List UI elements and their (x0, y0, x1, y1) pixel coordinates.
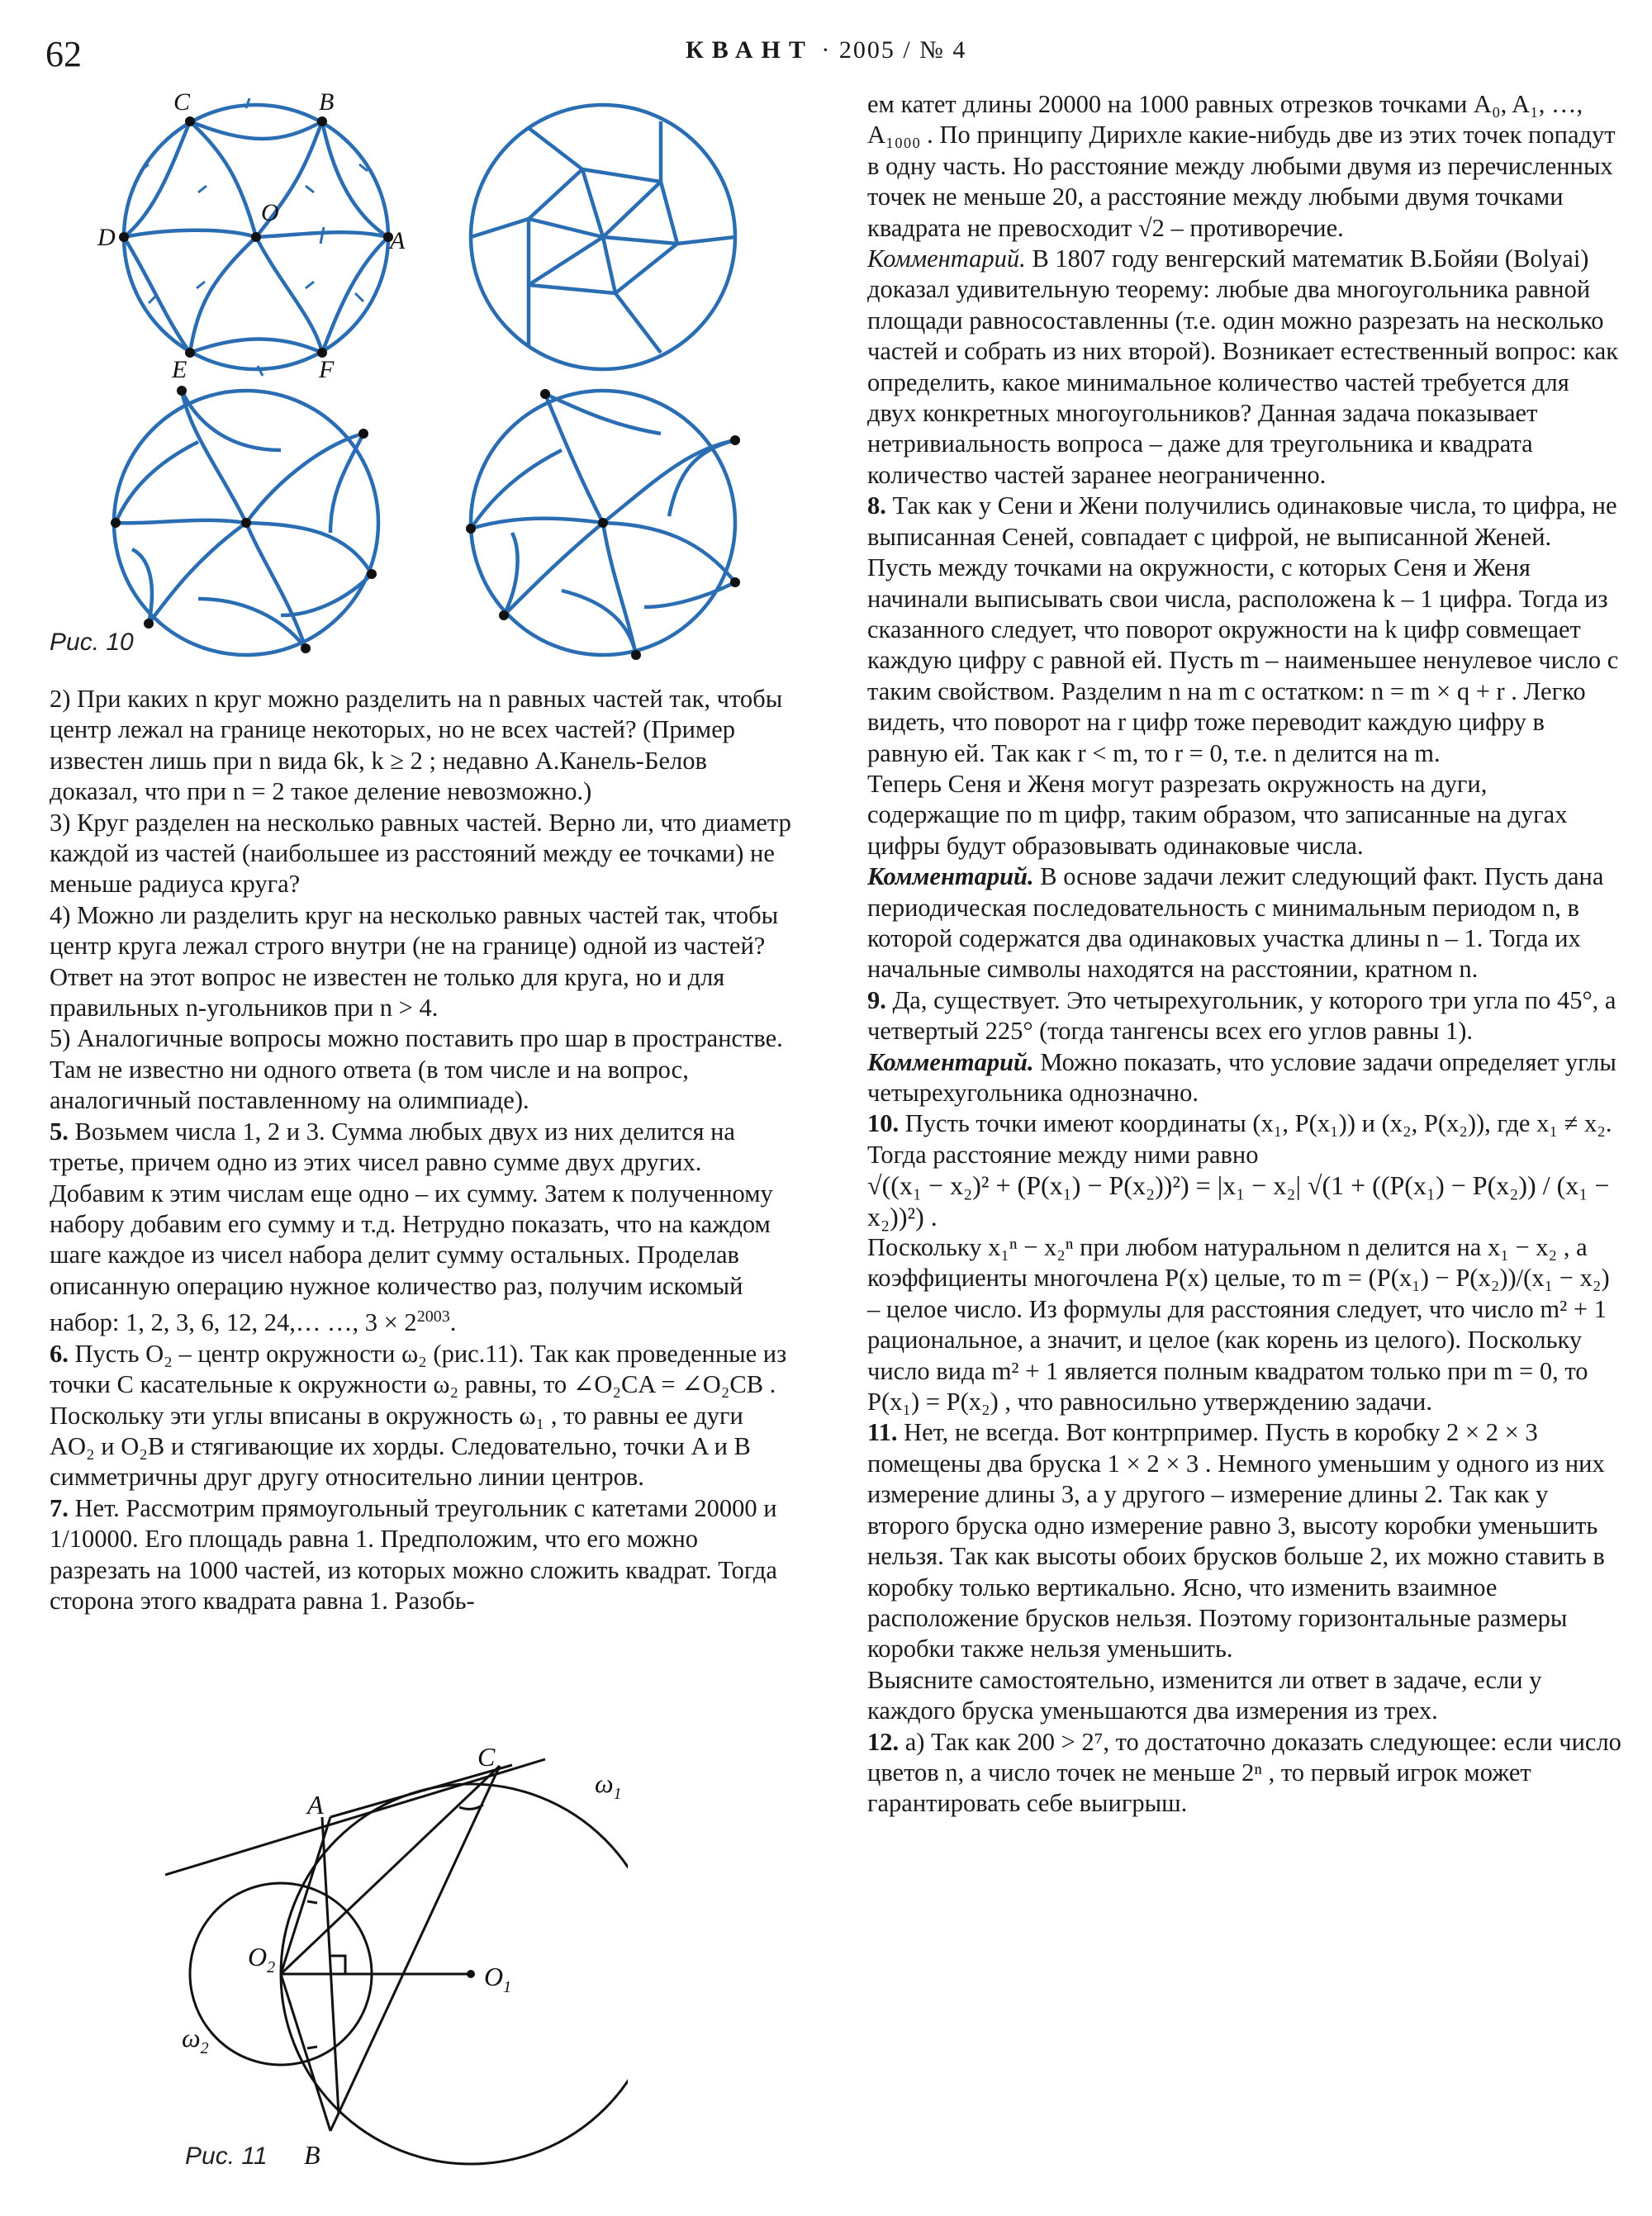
journal-title: КВАНТ (686, 36, 814, 64)
comment-8-text: В основе задачи лежит следующий факт. Пусть дана периодическая последовательность с минимальным периодом n, в которой содержатся два одинаковых участка длины n – 1. Тогда их начальные символы находятся на расстоянии, кратном n. (867, 862, 1604, 984)
solution-10 (867, 1108, 1623, 1170)
solution-11 (867, 1417, 1623, 1664)
fig11-label-omega2: $\omega_2$ (182, 2023, 209, 2057)
comment-9 (867, 1047, 1623, 1109)
solution-8-text-a: Так как у Сени и Жени получились одинаковые числа, то цифра, не выписанная Сеней, совпадает с цифрой, не выписанной Женей. (867, 491, 1617, 551)
fig11-label-O1: $O_1$ (484, 1962, 512, 1996)
label-C: C (173, 88, 191, 116)
solution-8-num: 8. (867, 491, 886, 520)
solution-7-continued: ем катет длины 20000 на 1000 равных отрезков точками A₀, A₁, …, A₁₀₀₀ . По принципу Дирихле какие-нибудь две из этих точек попадут в одну часть. Но расстояние между любыми двумя из перечисленных точек не меньше 20, а расстояние между любыми двумя точками квадрата не превосходит √2 – противоречие. (867, 90, 1616, 242)
left-column (50, 684, 793, 1616)
figure-10 (33, 87, 801, 673)
note-2: 2) При каких n круг можно разделить на n равных частей так, чтобы центр лежал на границе некоторых, но не всех частей? (Пример известен лишь при n вида 6k, k ≥ 2 ; недавно А.Канель-Белов доказал, что при n = 2 такое деление невозможно.) (50, 685, 783, 806)
label-D: D (97, 224, 116, 251)
solution-11-num: 11. (867, 1418, 898, 1447)
solution-5 (50, 1117, 793, 1339)
solution-10-text-a: Пусть точки имеют координаты (x₁, P(x₁)) и (x₂, P(x₂)), где x₁ ≠ x₂. Тогда расстояние между ними равно (867, 1109, 1612, 1169)
solution-12 (867, 1727, 1623, 1820)
solution-6-num: 6. (50, 1339, 69, 1368)
solution-5-text: Возьмем числа 1, 2 и 3. Сумма любых двух из них делится на третье, причем одно из этих чисел равно сумме двух других. Добавим к этим числам еще одно – их сумму. Затем к полученному набору добавим его сумму и т.д. Нетрудно показать, что на каждом шаге каждое из чисел набора делит сумму остальных. Проделав описанную операцию нужное количество раз, получим искомый набор: 1, 2, 3, 6, 12, 24,… …, 3 × 2 (50, 1117, 773, 1337)
solution-5-exp: 2003 (416, 1307, 450, 1326)
solution-8-b: Пусть между точками на окружности, с которых Сеня и Женя начинали выписывать свои числа, расположена k – 1 цифра. Тогда из сказанного следует, что поворот окружности на k цифр совмещает каждую цифру с равной ей. Пусть m – наименьшее ненулевое число с таким свойством. Разделим n на m с остатком: n = m × q + r . Легко видеть, что поворот на r цифр тоже переводит каждую цифру в равную ей. Так как r < m, то r = 0, т.е. n делится на m. (867, 553, 1619, 767)
fig11-label-B: B (304, 2140, 320, 2170)
fig11-label-O2: $O_2$ (248, 1942, 276, 1976)
solution-11-b: Выясните самостоятельно, изменится ли ответ в задаче, если у каждого бруска уменьшаются два измерения из трех. (867, 1665, 1542, 1725)
fig11-caption: Рис. 11 (185, 2142, 268, 2170)
note-4: 4) Можно ли разделить круг на несколько равных частей так, чтобы центр круга лежал строго внутри (не на границе) одной из частей? Ответ на этот вопрос не известен не только для круга, но и для правильных n-угольников при n > 4. (50, 900, 779, 1023)
solution-12-text: а) Так как 200 > 2⁷, то достаточно доказать следующее: если число цветов n, а число точек не меньше 2ⁿ , то первый игрок может гарантировать себе выигрыш. (867, 1727, 1621, 1818)
solution-5-num: 5. (50, 1117, 69, 1146)
journal-header (686, 36, 966, 64)
solution-8-c: Теперь Сеня и Женя могут разрезать окружность на дуги, содержащие по m цифр, таким образом, что записанные на дугах цифры будут образовывать одинаковые числа. (867, 769, 1568, 860)
label-O: O (261, 199, 279, 226)
fig11-label-omega1: $\omega_1$ (595, 1768, 622, 1803)
label-E: E (172, 356, 188, 383)
comment-9-label: Комментарий. (867, 1047, 1034, 1076)
note-5: 5) Аналогичные вопросы можно поставить про шар в пространстве. Там не известно ни одного ответа (в том числе и на вопрос, аналогичный поставленному на олимпиаде). (50, 1024, 783, 1115)
comment-8 (867, 861, 1623, 985)
comment-9-text: Можно показать, что условие задачи определяет углы четырехугольника однозначно. (867, 1047, 1616, 1107)
fig11-label-A: A (307, 1790, 324, 1820)
figure-11 (165, 1743, 628, 2180)
solution-7-text: Нет. Рассмотрим прямоугольный треугольник с катетами 20000 и 1/10000. Его площадь равна 1. Предположим, что его можно разрезать на 1000 частей, из которых можно сложить квадрат. Тогда сторона этого квадрата равна 1. Разобь- (50, 1493, 777, 1615)
solution-10-b: Поскольку x₁ⁿ − x₂ⁿ при любом натуральном n делится на x₁ − x₂ , а коэффициенты многочлена P(x) целые, то m = (P(x₁) − P(x₂))/(x₁ − x₂) – целое число. Из формулы для расстояния следует, что число m² + 1 рациональное, а значит, и целое (как корень из целого). Поскольку число вида m² + 1 является полным квадратом только при m = 0, то P(x₁) = P(x₂) , что равносильно утверждению задачи. (867, 1233, 1610, 1416)
distance-formula: √((x₁ − x₂)² + (P(x₁) − P(x₂))²) = |x₁ − x₂| √(1 + ((P(x₁) − P(x₂)) / (x₁ − x₂))²) . (867, 1170, 1610, 1231)
solution-9-num: 9. (867, 985, 886, 1014)
solution-11-text-a: Нет, не всегда. Вот контрпример. Пусть в коробку 2 × 2 × 3 помещены два бруска 1 × 2 × 3 . Немного уменьшим у одного из них измерение длины 3, а у другого – измерение длины 2. Так как у второго бруска одно измерение равно 3, высоту коробки уменьшить нельзя. Так как высоты обоих брусков больше 2, их можно ставить в коробку только вертикально. Ясно, что изменить взаимное расположение брусков нельзя. Поэтому горизонтальные размеры коробки также нельзя уменьшить. (867, 1418, 1605, 1663)
label-F: F (319, 356, 335, 383)
label-B: B (319, 88, 335, 116)
comment-7-text: В 1807 году венгерский математик В.Бойяи (Bolyai) доказал удивительную теорему: любые два многоугольника равной площади равносоставленны (т.е. один можно разрезать на несколько частей и собрать из них второй). Возникает естественный вопрос: как определить, какое минимальное количество частей требуется для двух конкретных многоугольников? Данная задача показывает нетривиальность вопроса – даже для треугольника и квадрата количество частей заранее неограниченно. (867, 244, 1619, 489)
label-A: A (390, 227, 406, 254)
solution-6 (50, 1339, 793, 1493)
comment-7-label: Комментарий. (867, 244, 1026, 273)
solution-6-text: Пусть O₂ – центр окружности ω₂ (рис.11). Так как проведенные из точки C касательные к окружности ω₂ равны, то ∠O₂CA = ∠O₂CB . Поскольку эти углы вписаны в окружность ω₁ , то равны ее дуги AO₂ и O₂B и стягивающие их хорды. Следовательно, точки A и B симметричны друг другу относительно линии центров. (50, 1339, 787, 1492)
solution-9 (867, 985, 1623, 1047)
solution-7 (50, 1493, 793, 1617)
note-3: 3) Круг разделен на несколько равных частей. Верно ли, что диаметр каждой из частей (наибольшее из расстояний между ее точками) не меньше радиуса круга? (50, 808, 791, 899)
comment-7 (867, 244, 1623, 491)
fig10-caption: Рис. 10 (50, 629, 134, 656)
comment-8-label: Комментарий. (867, 862, 1034, 891)
solution-12-num: 12. (867, 1727, 900, 1756)
solution-7-num: 7. (50, 1493, 69, 1522)
journal-issue: · 2005 / № 4 (821, 36, 967, 64)
page-number: 62 (45, 34, 82, 74)
fig10-circle-2 (471, 105, 735, 369)
fig11-label-C: C (477, 1743, 496, 1772)
solution-5-end: . (449, 1308, 457, 1337)
solution-10-num: 10. (867, 1109, 900, 1138)
right-column (867, 89, 1623, 1820)
solution-9-text: Да, существует. Это четырехугольник, у которого три угла по 45°, а четвертый 225° (тогда тангенсы всех его углов равны 1). (867, 985, 1616, 1046)
solution-8 (867, 491, 1623, 553)
